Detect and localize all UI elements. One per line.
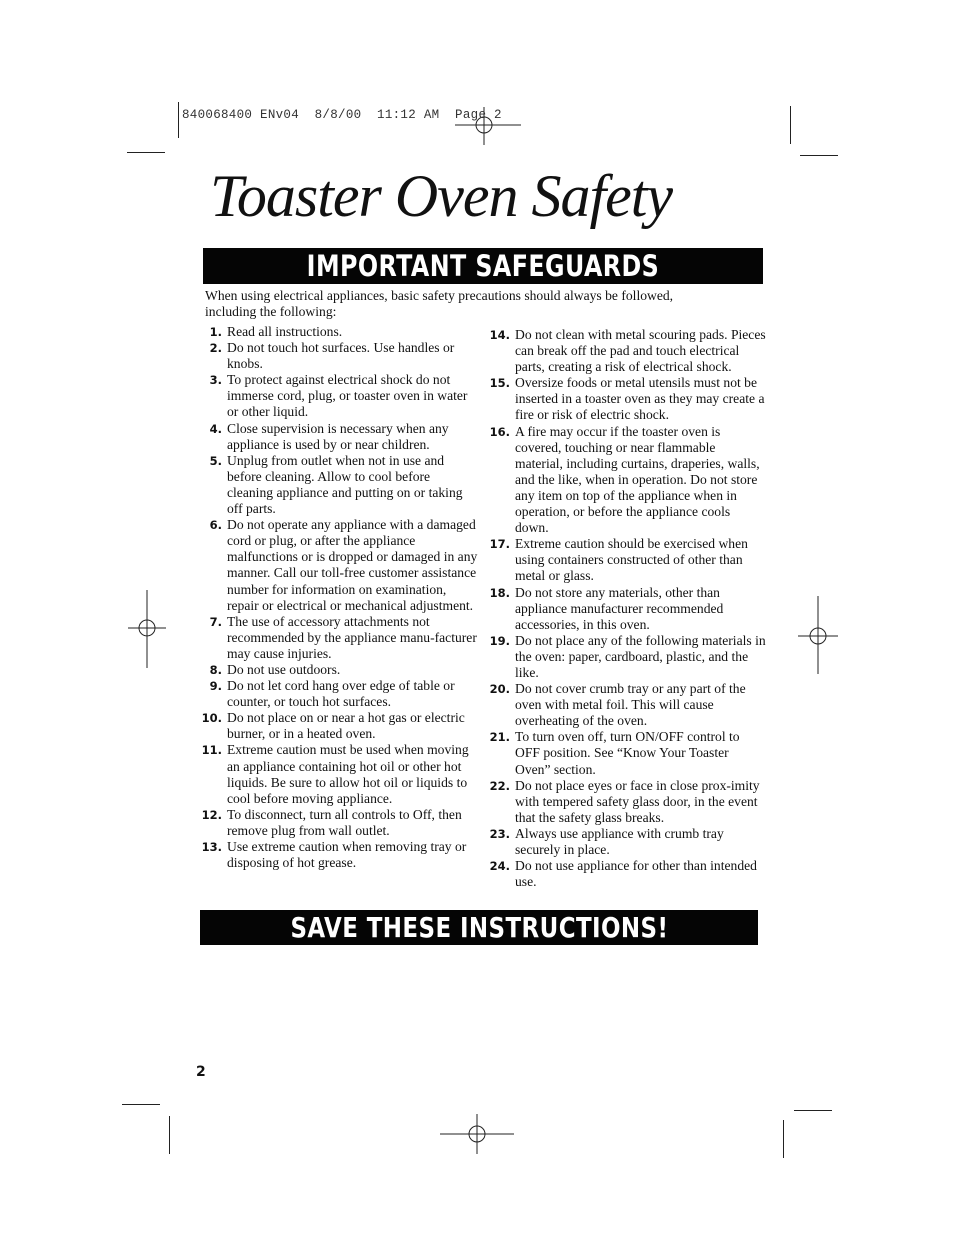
item-number: 1.	[209, 325, 222, 339]
item-number: 9.	[209, 679, 222, 694]
safeguards-list-right	[486, 327, 766, 890]
item-number: 22.	[489, 778, 510, 793]
item-text: The use of accessory attachments not recommended by the appliance manu-facturer may cause injuries.	[227, 613, 477, 661]
list-item	[200, 372, 478, 420]
item-text: Do not clean with metal scouring pads. Pieces can break off the pad and touch electrical parts, creating a risk of electrical shock.	[515, 327, 766, 375]
item-number: 16.	[489, 424, 510, 439]
save-instructions-banner	[200, 910, 758, 945]
list-item	[486, 327, 766, 375]
item-text: Read all instructions.	[227, 324, 343, 339]
item-number: 6.	[209, 518, 222, 533]
item-text: Do not use appliance for other than intended use.	[515, 858, 757, 890]
page-title: Toaster Oven Safety	[210, 163, 673, 229]
list-item	[200, 807, 478, 839]
list-item	[200, 324, 478, 340]
list-item	[200, 517, 478, 614]
item-text: Do not touch hot surfaces. Use handles or knobs.	[227, 340, 455, 372]
crop-mark	[169, 1116, 170, 1154]
list-item	[486, 858, 766, 890]
item-number: 12.	[201, 807, 222, 822]
item-text: Do not cover crumb tray or any part of the oven with metal foil. This will cause overheating of the oven.	[515, 681, 746, 729]
page-number: 2	[196, 1064, 206, 1080]
item-text: Do not operate any appliance with a damaged cord or plug, or after the appliance malfunctions or is dropped or damaged in any manner. Call our toll-free customer assistance number for information on examination, repair or electrical or mechanical adjustment.	[227, 517, 478, 613]
list-item	[200, 662, 478, 678]
item-number: 20.	[489, 682, 510, 697]
item-number: 3.	[209, 373, 222, 388]
item-number: 7.	[209, 614, 222, 629]
list-item	[200, 340, 478, 372]
item-text: Do not place eyes or face in close prox-imity with tempered safety glass door, in the event that the safety glass breaks.	[515, 777, 760, 825]
item-text: A fire may occur if the toaster oven is covered, touching or near flammable material, including curtains, draperies, walls, and the like, when in operation. Do not store any item on top of the appliance when in operation, or before the appliance cools down.	[515, 423, 760, 536]
item-number: 24.	[489, 859, 510, 874]
list-item	[200, 614, 478, 662]
item-text: Do not use outdoors.	[227, 661, 341, 677]
crop-mark	[790, 106, 791, 144]
safeguards-list-left	[200, 324, 478, 871]
item-text: Always use appliance with crumb tray securely in place.	[515, 825, 724, 857]
item-number: 18.	[489, 585, 510, 600]
list-item	[486, 826, 766, 858]
list-item	[200, 742, 478, 806]
item-number: 15.	[489, 376, 510, 391]
list-item	[486, 375, 766, 423]
item-text: To turn oven off, turn ON/OFF control to OFF position. See “Know Your Toaster Oven” section.	[515, 729, 740, 777]
item-text: To disconnect, turn all controls to Off, then remove plug from wall outlet.	[227, 806, 462, 838]
item-text: Unplug from outlet when not in use and before cleaning. Allow to cool before cleaning appliance and putting on or taking off parts.	[227, 452, 463, 517]
crop-mark	[800, 155, 838, 156]
item-text: Use extreme caution when removing tray or disposing of hot grease.	[227, 839, 467, 871]
item-number: 21.	[489, 730, 510, 745]
list-item	[486, 681, 766, 729]
important-safeguards-banner	[203, 248, 763, 284]
item-text: Extreme caution must be used when moving an appliance containing hot oil or other hot liquids. Be sure to allow hot oil or liquids to cool before moving appliance.	[227, 742, 469, 806]
item-text: Do not let cord hang over edge of table or counter, or touch hot surfaces.	[227, 678, 455, 710]
list-item	[200, 453, 478, 517]
item-number: 19.	[489, 633, 510, 648]
item-text: Do not place on or near a hot gas or electric burner, or in a heated oven.	[227, 710, 465, 742]
print-slug: 840068400 ENv04 8/8/00 11:12 AM Page 2	[182, 108, 502, 122]
item-text: Oversize foods or metal utensils must not be inserted in a toaster oven as they may create a fire or risk of electric shock.	[515, 375, 765, 423]
list-item	[486, 585, 766, 633]
item-number: 5.	[209, 453, 222, 468]
crop-mark	[127, 152, 165, 153]
crop-mark	[783, 1120, 784, 1158]
registration-mark-bottom	[438, 1112, 518, 1156]
registration-mark-right	[796, 596, 840, 676]
list-item	[200, 839, 478, 871]
item-number: 14.	[489, 328, 510, 342]
intro-paragraph: When using electrical appliances, basic safety precautions should always be followed, including the following:	[205, 288, 674, 319]
item-text: To protect against electrical shock do not immerse cord, plug, or toaster oven in water or other liquid.	[227, 372, 468, 420]
list-item	[200, 421, 478, 453]
item-number: 13.	[201, 840, 222, 854]
item-number: 2.	[209, 341, 222, 356]
list-item	[486, 729, 766, 777]
banner-label: IMPORTANT SAFEGUARDS	[306, 249, 660, 283]
item-number: 8.	[209, 662, 222, 677]
crop-mark	[122, 1104, 160, 1105]
registration-mark-left	[126, 590, 170, 670]
item-number: 23.	[489, 826, 510, 841]
item-text: Do not place any of the following materials in the oven: paper, cardboard, plastic, and the like.	[515, 632, 766, 680]
item-number: 11.	[201, 743, 222, 758]
crop-mark	[178, 102, 179, 138]
item-text: Close supervision is necessary when any appliance is used by or near children.	[227, 420, 449, 452]
list-item	[486, 778, 766, 826]
item-text: Extreme caution should be exercised when using containers constructed of other than metal or glass.	[515, 536, 748, 584]
list-item	[200, 678, 478, 710]
list-item	[486, 424, 766, 537]
list-item	[200, 710, 478, 742]
banner-label: SAVE THESE INSTRUCTIONS!	[290, 911, 668, 944]
item-text: Do not store any materials, other than appliance manufacturer recommended accessories, in this oven.	[515, 584, 724, 632]
item-number: 17.	[489, 537, 510, 552]
crop-mark	[794, 1110, 832, 1111]
item-number: 10.	[201, 711, 222, 726]
list-item	[486, 633, 766, 681]
item-number: 4.	[209, 421, 222, 436]
list-item	[486, 536, 766, 584]
